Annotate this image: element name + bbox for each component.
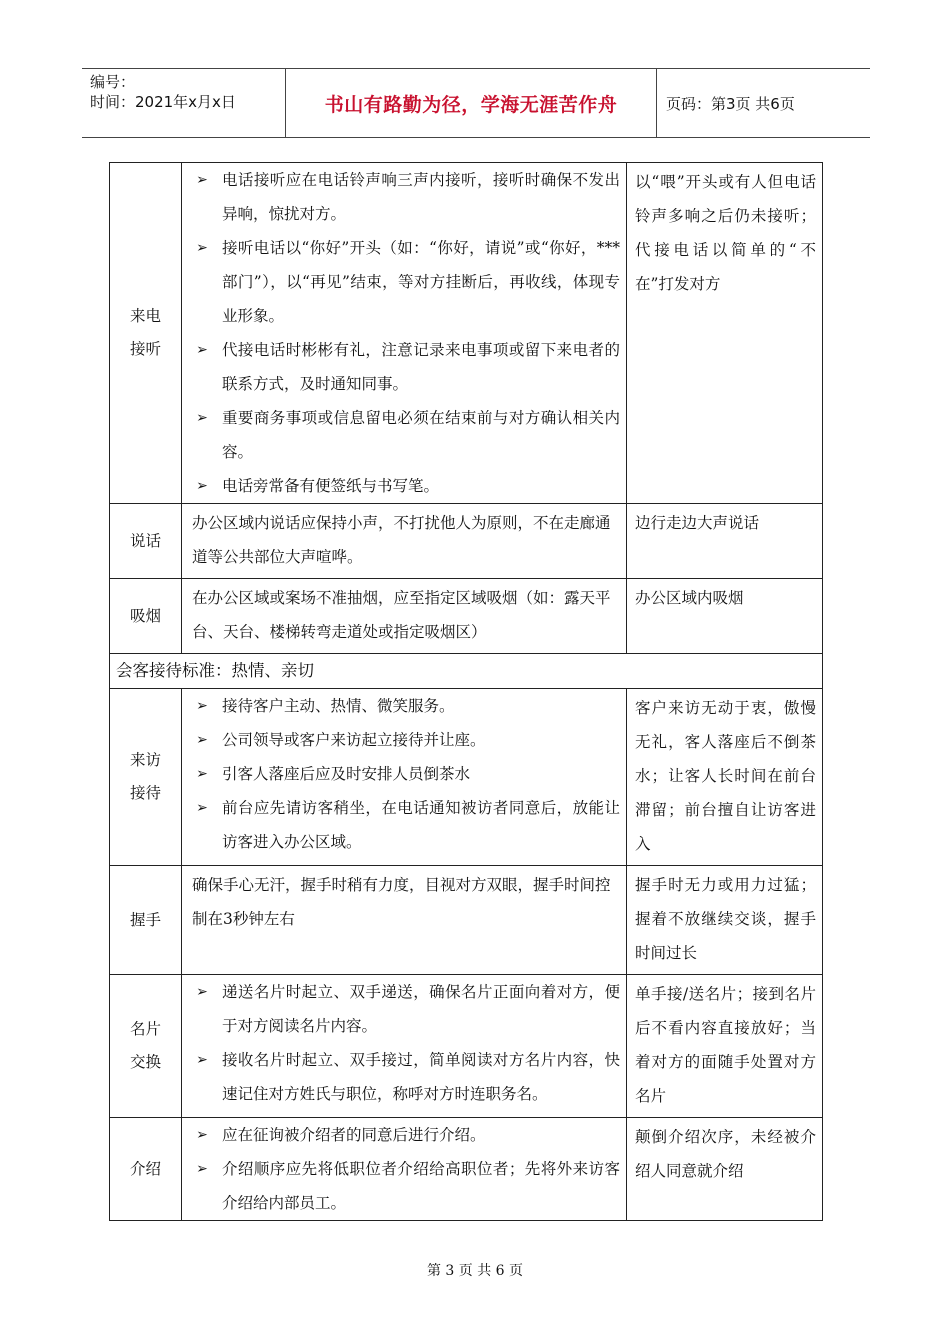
etiquette-table bbox=[109, 162, 823, 1221]
standard-cell bbox=[182, 1118, 627, 1221]
category-cell: 吸烟 bbox=[110, 579, 182, 654]
prohibited-cell: 颠倒介绍次序，未经被介绍人同意就介绍 bbox=[627, 1118, 823, 1221]
table-row bbox=[110, 579, 823, 654]
category-cell: 来访 接待 bbox=[110, 689, 182, 866]
table-row bbox=[110, 504, 823, 579]
arrow-bullet-icon: ➢ bbox=[196, 800, 208, 816]
list-item: ➢ 应在征询被介绍者的同意后进行介绍。 bbox=[182, 1118, 626, 1152]
page-info: 页码：第3页 共6页 bbox=[666, 94, 795, 113]
prohibited-cell: 客户来访无动于衷，傲慢无礼，客人落座后不倒茶水；让客人长时间在前台滞留；前台擅自让访客进入 bbox=[627, 689, 823, 866]
section-title: 会客接待标准：热情、亲切 bbox=[110, 654, 823, 689]
arrow-bullet-icon: ➢ bbox=[196, 240, 208, 256]
prohibited-cell: 以“喂”开头或有人但电话铃声多响之后仍未接听；代接电话以简单的“不在”打发对方 bbox=[627, 163, 823, 504]
arrow-bullet-icon: ➢ bbox=[196, 732, 208, 748]
list-item: ➢ 前台应先请访客稍坐，在电话通知被访者同意后，放能让访客进入办公区域。 bbox=[182, 791, 626, 859]
prohibited-cell: 握手时无力或用力过猛；握着不放继续交谈，握手时间过长 bbox=[627, 866, 823, 975]
section-row bbox=[110, 654, 823, 689]
standard-cell: 办公区域内说话应保持小声，不打扰他人为原则，不在走廊通道等公共部位大声喧哗。 bbox=[182, 504, 627, 579]
table-row bbox=[110, 975, 823, 1118]
date-label: 时间：2021年x月x日 bbox=[90, 93, 236, 111]
arrow-bullet-icon: ➢ bbox=[196, 1161, 208, 1177]
table-row bbox=[110, 163, 823, 504]
arrow-bullet-icon: ➢ bbox=[196, 698, 208, 714]
table-row bbox=[110, 1118, 823, 1221]
standard-cell: 在办公区域或案场不准抽烟，应至指定区域吸烟（如：露天平台、天台、楼梯转弯走道处或指定吸烟区） bbox=[182, 579, 627, 654]
arrow-bullet-icon: ➢ bbox=[196, 342, 208, 358]
arrow-bullet-icon: ➢ bbox=[196, 172, 208, 188]
arrow-bullet-icon: ➢ bbox=[196, 766, 208, 782]
header-motto bbox=[285, 69, 657, 137]
category-cell: 说话 bbox=[110, 504, 182, 579]
list-item: ➢ 接听电话以“你好”开头（如：“你好，请说”或“你好，***部门”），以“再见”结束，等对方挂断后，再收线，体现专业形象。 bbox=[182, 231, 626, 333]
list-item: ➢ 公司领导或客户来访起立接待并让座。 bbox=[182, 723, 626, 757]
category-cell: 来电 接听 bbox=[110, 163, 182, 504]
category-cell: 名片 交换 bbox=[110, 975, 182, 1118]
prohibited-cell: 边行走边大声说话 bbox=[627, 504, 823, 579]
header-left bbox=[82, 69, 285, 137]
list-item: ➢ 接待客户主动、热情、微笑服务。 bbox=[182, 689, 626, 723]
page-footer: 第 3 页 共 6 页 bbox=[426, 1263, 524, 1279]
header-right bbox=[656, 69, 870, 137]
list-item: ➢ 接收名片时起立、双手接过，简单阅读对方名片内容，快速记住对方姓氏与职位，称呼对方时连职务名。 bbox=[182, 1043, 626, 1111]
arrow-bullet-icon: ➢ bbox=[196, 1052, 208, 1068]
arrow-bullet-icon: ➢ bbox=[196, 984, 208, 1000]
number-label: 编号： bbox=[90, 73, 136, 91]
list-item: ➢ 代接电话时彬彬有礼，注意记录来电事项或留下来电者的联系方式，及时通知同事。 bbox=[182, 333, 626, 401]
arrow-bullet-icon: ➢ bbox=[196, 478, 208, 494]
list-item: ➢ 电话旁常备有便签纸与书写笔。 bbox=[182, 469, 626, 503]
standard-cell bbox=[182, 163, 627, 504]
standard-cell: 确保手心无汗，握手时稍有力度，目视对方双眼，握手时间控制在3秒钟左右 bbox=[182, 866, 627, 975]
category-cell: 介绍 bbox=[110, 1118, 182, 1221]
list-item: ➢ 介绍顺序应先将低职位者介绍给高职位者；先将外来访客介绍给内部员工。 bbox=[182, 1152, 626, 1220]
motto-text: 书山有路勤为径，学海无涯苦作舟 bbox=[324, 93, 618, 116]
list-item: ➢ 引客人落座后应及时安排人员倒茶水 bbox=[182, 757, 626, 791]
list-item: ➢ 重要商务事项或信息留电必须在结束前与对方确认相关内容。 bbox=[182, 401, 626, 469]
table-row bbox=[110, 866, 823, 975]
standard-cell bbox=[182, 689, 627, 866]
list-item: ➢ 电话接听应在电话铃声响三声内接听，接听时确保不发出异响，惊扰对方。 bbox=[182, 163, 626, 231]
arrow-bullet-icon: ➢ bbox=[196, 1127, 208, 1143]
table-row bbox=[110, 689, 823, 866]
prohibited-cell: 办公区域内吸烟 bbox=[627, 579, 823, 654]
category-cell: 握手 bbox=[110, 866, 182, 975]
prohibited-cell: 单手接/送名片；接到名片后不看内容直接放好；当着对方的面随手处置对方名片 bbox=[627, 975, 823, 1118]
list-item: ➢ 递送名片时起立、双手递送，确保名片正面向着对方，便于对方阅读名片内容。 bbox=[182, 975, 626, 1043]
arrow-bullet-icon: ➢ bbox=[196, 410, 208, 426]
standard-cell bbox=[182, 975, 627, 1118]
page-header bbox=[82, 68, 870, 138]
